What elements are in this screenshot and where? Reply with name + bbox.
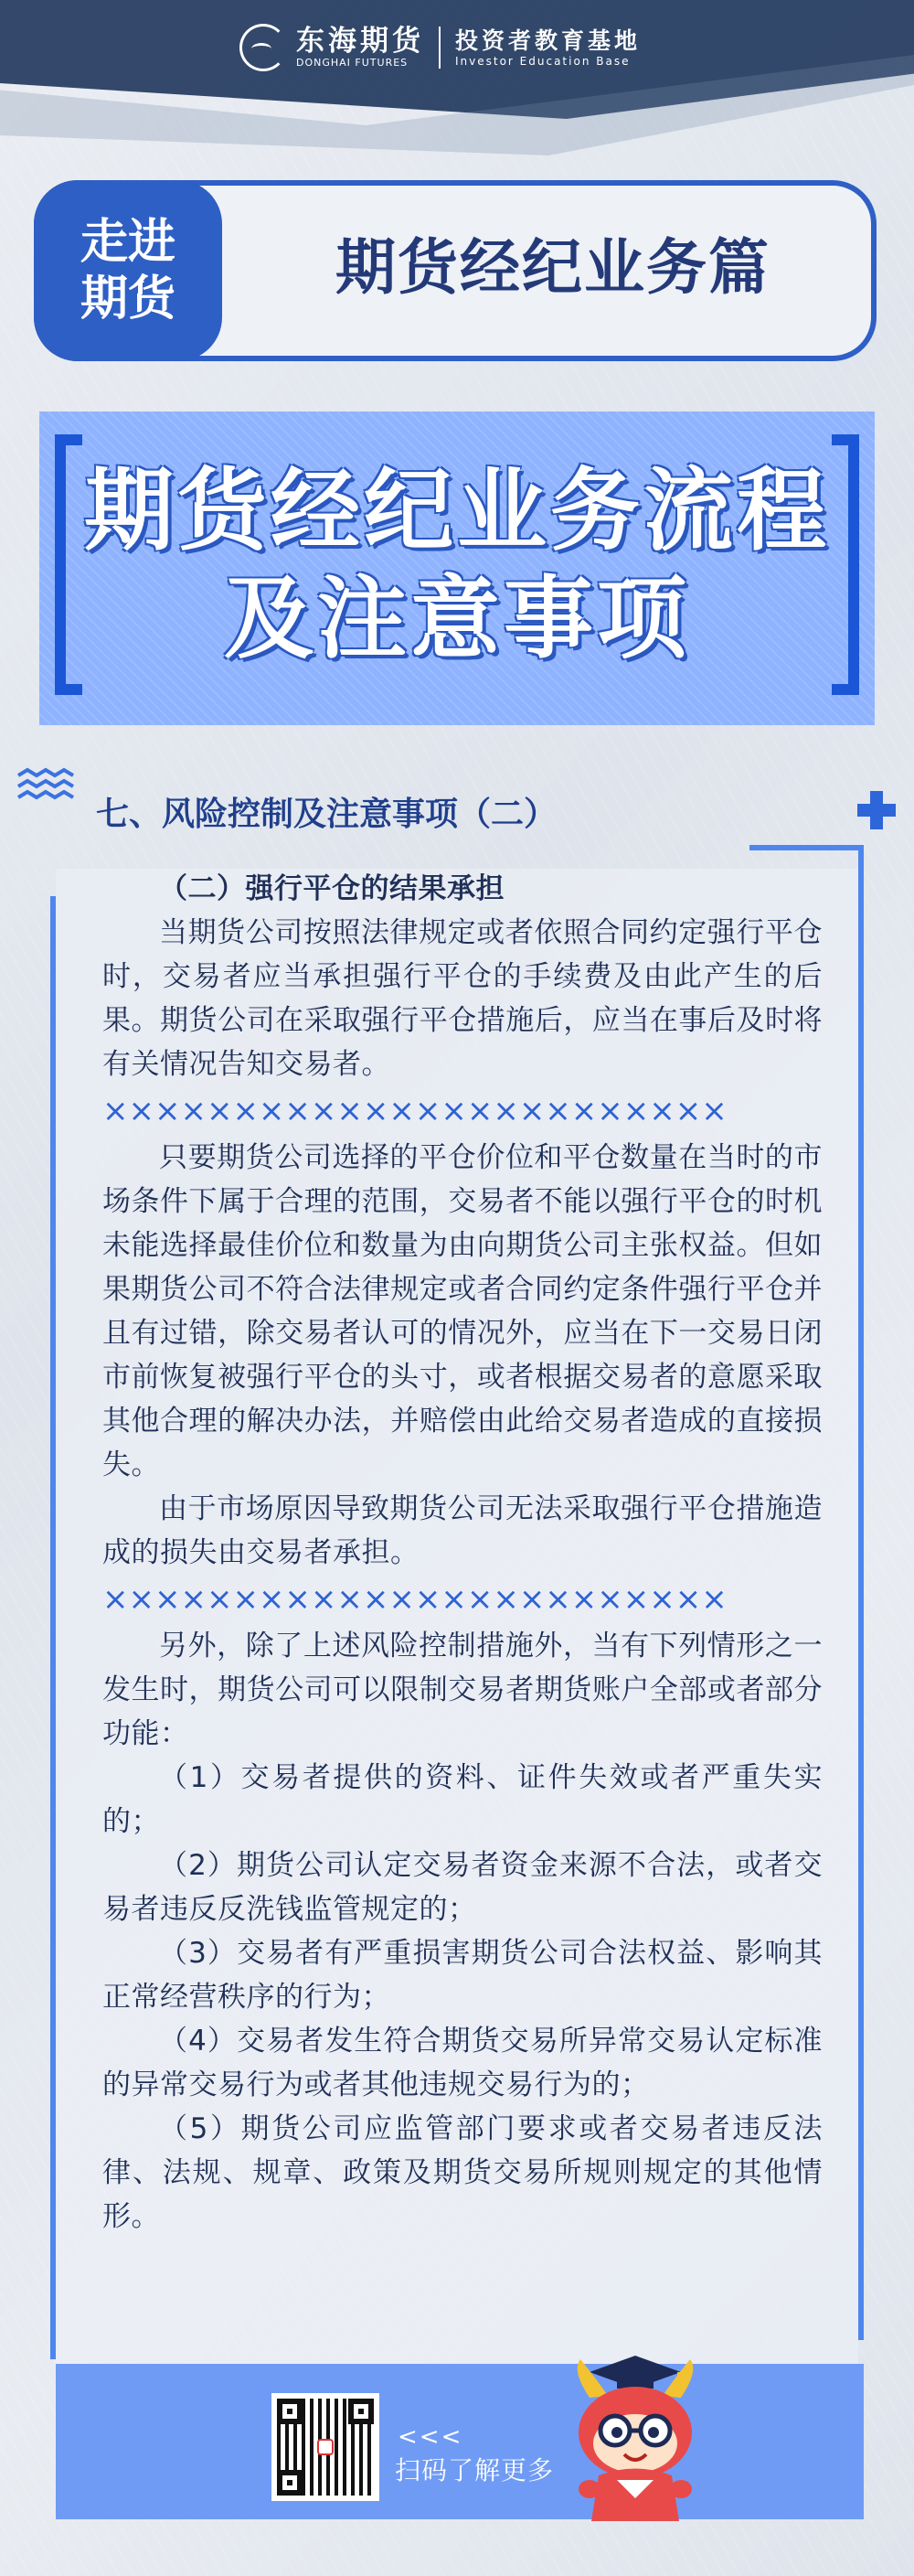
page-title-line1: 期货经纪业务流程 [83,459,830,563]
series-title: 期货经纪业务篇 [335,232,771,303]
qr-code[interactable] [271,2393,379,2501]
education-base-name: 投资者教育基地 [455,27,642,54]
qr-finder [277,2399,303,2424]
paragraph: 只要期货公司选择的平仓价位和平仓数量在当时的市场条件下属于合理的范围，交易者不能以强行平仓的时机未能选择最佳价位和数量为由向期货公司主张权益。但如果期货公司不符合法律规定或者合同约定条件强行平仓并且有过错，除交易者认可的情况外，应当在下一交易日闭市前恢复被强行平仓的头寸，或者根据交易者的意愿采取其他合理的解决办法，并赔偿由此给交易者造成的直接损失。 [102,1141,823,1481]
qr-logo-icon [317,2439,334,2455]
list-item: （2）期货公司认定交易者资金来源不合法，或者交易者违反反洗钱监管规定的； [102,1849,823,1926]
education-base-name-en: Investor Education Base [455,55,631,68]
cross-divider: ×××××××××××××××××××××××× [102,1093,728,1129]
panel-frame-top [749,845,864,850]
panel-frame-left [50,896,56,2359]
sub-heading: （二）强行平仓的结果承担 [159,872,505,905]
paragraph: 当期货公司按照法律规定或者依照合同约定强行平仓时，交易者应当承担强行平仓的手续费及由此产生的后果。期货公司在采取强行平仓措施后，应当在事后及时将有关情况告知交易者。 [102,916,823,1081]
qr-finder [348,2399,374,2424]
qr-finder [277,2470,303,2496]
list-item: （3）交易者有严重损害期货公司合法权益、影响其正常经营秩序的行为； [102,1937,823,2014]
list-item: （4）交易者发生符合期货交易所异常交易认定标准的异常交易行为或者其他违规交易行为的； [102,2025,823,2101]
list-item: （1）交易者提供的资料、证件失效或者严重失实的； [102,1761,823,1838]
paragraph: 由于市场原因导致期货公司无法采取强行平仓措施造成的损失由交易者承担。 [102,1492,823,1569]
page-title-line2: 及注意事项 [223,567,690,671]
dragon-logo-icon [239,24,287,71]
panel-frame-right [858,845,864,2340]
series-tag-line2: 期货 [80,272,175,326]
arrows-icon: <<< [398,2423,463,2451]
page-title [55,457,859,673]
dragon-mascot-icon [553,2352,717,2526]
logo-divider [439,27,441,69]
section-heading: 七、风险控制及注意事项（二） [96,796,558,833]
list-item: （5）期货公司应监管部门要求或者交易者违反法律、法规、规章、政策及期货交易所规则规定的其他情形。 [102,2112,823,2233]
article-body [102,867,823,2239]
cross-divider: ×××××××××××××××××××××××× [102,1581,728,1618]
brand-name: 东海期货 [296,25,424,58]
paragraph: 另外，除了上述风险控制措施外，当有下列情形之一发生时，期货公司可以限制交易者期货账户全部或者部分功能： [102,1630,823,1750]
wave-icon [16,766,80,808]
series-tag-line1: 走进 [80,215,175,270]
brand-name-en: DONGHAI FUTURES [296,57,409,69]
scan-prompt: 扫码了解更多 [395,2455,555,2485]
brand-logo[interactable] [239,24,641,71]
plus-icon [857,791,896,829]
series-tag [34,180,222,361]
